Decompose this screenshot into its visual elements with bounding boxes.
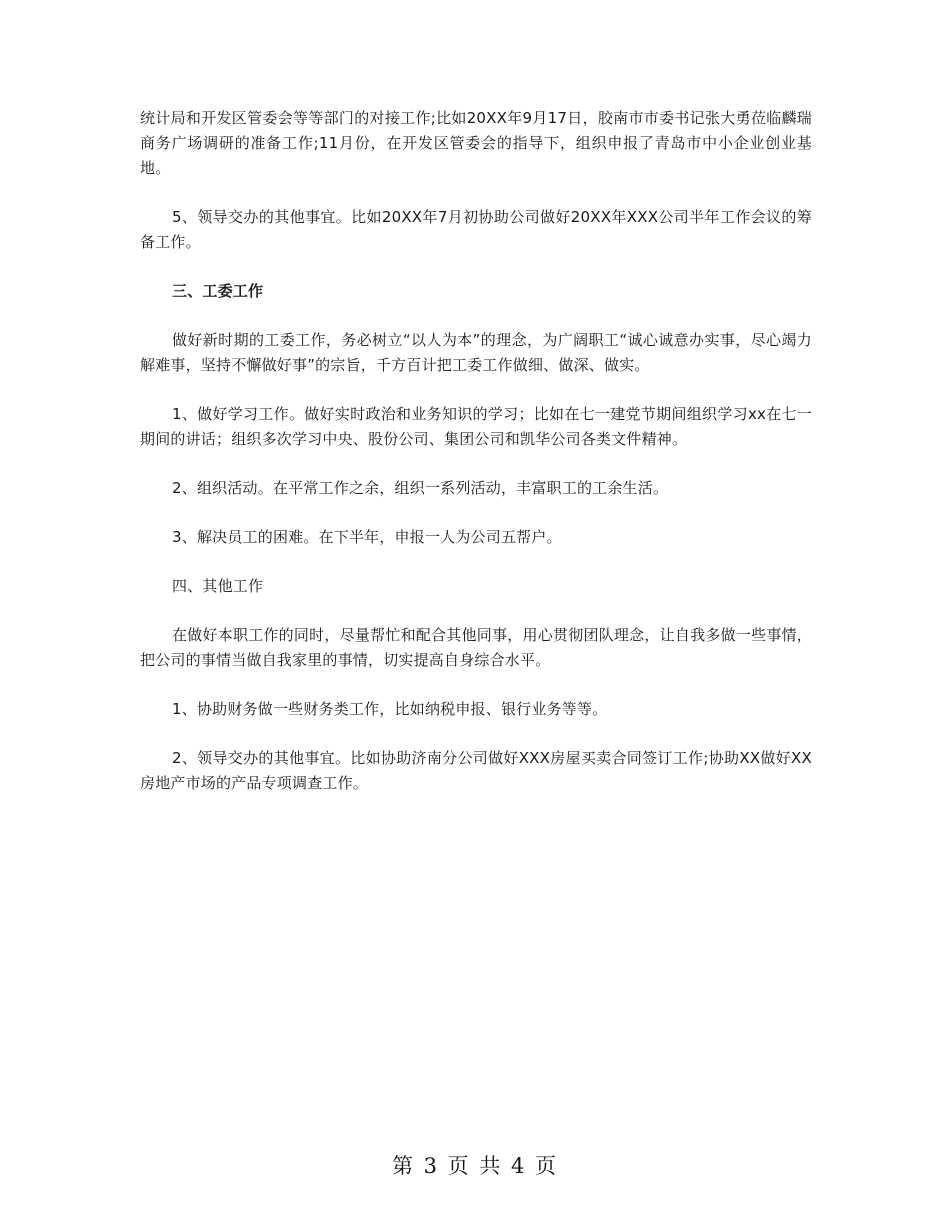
section-heading-other-work: 四、其他工作 — [172, 577, 264, 595]
paragraph-item-2-activities: 2、组织活动。在平常工作之余，组织一系列活动，丰富职工的工余生活。 — [172, 479, 669, 497]
paragraph-item-3-difficulties: 3、解决员工的困难。在下半年，申报一人为公司五帮户。 — [172, 528, 562, 546]
section-heading-union-work: 三、工委工作 — [172, 282, 264, 300]
document-body — [140, 106, 812, 820]
paragraph-other-work-intro: 在做好本职工作的同时，尽量帮忙和配合其他同事，用心贯彻团队理念，让自我多做一些事情，把公司的事情当做自我家里的事情，切实提高自身综合水平。 — [140, 626, 812, 669]
paragraph-continuation: 统计局和开发区管委会等等部门的对接工作;比如20XX年9月17日，胶南市市委书记张大勇莅临麟瑞商务广场调研的准备工作;11月份，在开发区管委会的指导下，组织申报了青岛市中小企业创业基地。 — [140, 109, 812, 177]
page-number-footer: 第 3 页 共 4 页 — [391, 1154, 559, 1178]
paragraph-item-1-study: 1、做好学习工作。做好实时政治和业务知识的学习；比如在七一建党节期间组织学习xx在七一期间的讲话；组织多次学习中央、股份公司、集团公司和凯华公司各类文件精神。 — [140, 405, 812, 448]
paragraph-union-work-intro: 做好新时期的工委工作，务必树立“以人为本”的理念，为广阔职工“诚心诚意办实事，尽心竭力解难事，坚持不懈做好事”的宗旨，千方百计把工委工作做细、做深、做实。 — [140, 331, 812, 374]
paragraph-item-2-leader-tasks: 2、领导交办的其他事宜。比如协助济南分公司做好XXX房屋买卖合同签订工作;协助XX做好XX房地产市场的产品专项调查工作。 — [140, 749, 812, 792]
paragraph-item-1-finance: 1、协助财务做一些财务类工作，比如纳税申报、银行业务等等。 — [172, 700, 608, 718]
paragraph-item-5-leader-tasks: 5、领导交办的其他事宜。比如20XX年7月初协助公司做好20XX年XXX公司半年工作会议的筹备工作。 — [140, 208, 812, 251]
